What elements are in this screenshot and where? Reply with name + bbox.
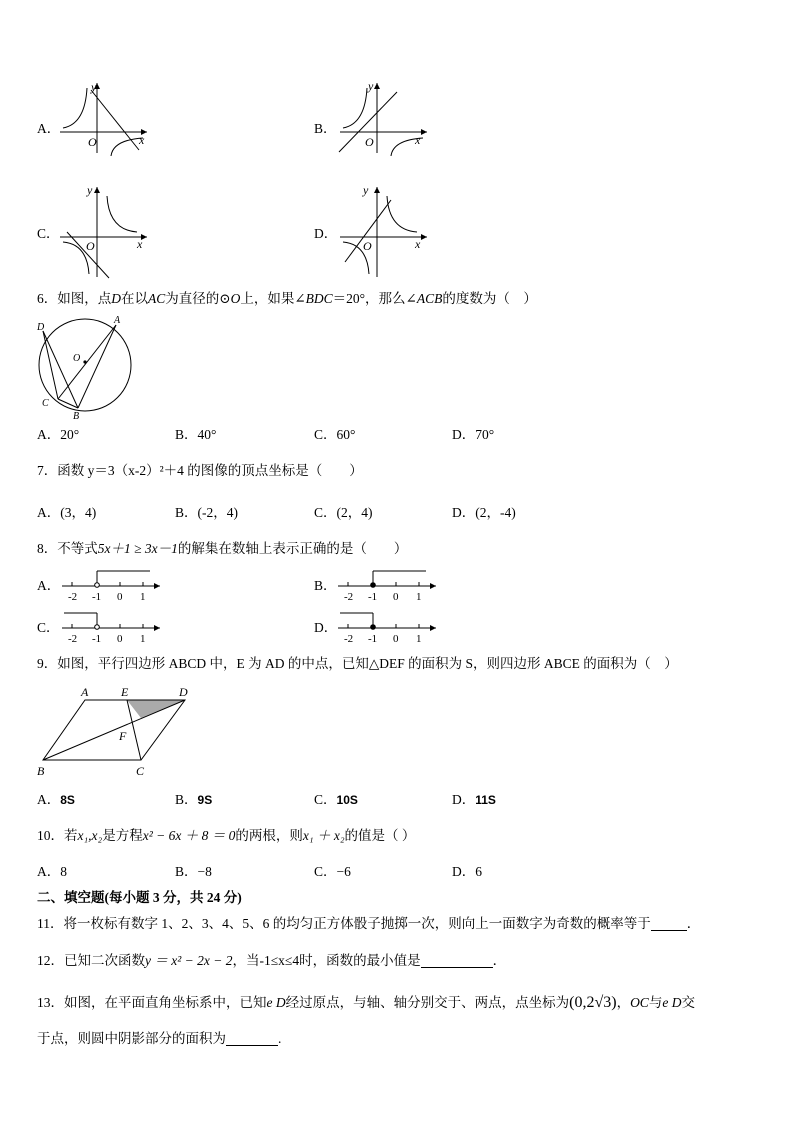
point-c-label: C <box>136 764 145 778</box>
tick-label: -2 <box>68 591 78 603</box>
axis-x-label: x <box>137 237 143 251</box>
option-label: A． <box>37 578 61 593</box>
q6-option-b: B．40° <box>175 427 217 442</box>
option-label: D． <box>314 226 338 241</box>
q12-text: 12．已知二次函数y ＝ x² − 2x − 2，当-1≤x≤4时，函数的最小值是 ． <box>37 953 507 968</box>
origin-label: O <box>88 135 97 149</box>
tick-label: -1 <box>92 633 102 645</box>
point-o-label: O <box>73 353 81 364</box>
option-label: A． <box>37 121 61 136</box>
q10-option-c: C．−6 <box>314 864 351 879</box>
q5-graph-b <box>335 78 435 158</box>
q10-option-b: B．−8 <box>175 864 212 879</box>
q9-option-b: B．9S <box>175 792 213 807</box>
q10-text: 10．若x₁,x₂是方程x² − 6x ＋ 8 ＝ 0的两根，则x₁ ＋ x₂的值是（ ） <box>37 828 416 843</box>
number-line-c <box>60 610 170 650</box>
q7-option-d: D．(2，-4) <box>452 505 516 520</box>
option-label: B． <box>314 121 337 136</box>
answer-blank[interactable] <box>421 955 493 968</box>
number-line-a <box>60 568 170 608</box>
point-d-label: D <box>179 685 188 699</box>
number-line-b <box>336 568 446 608</box>
coordinate: (0,2√3) <box>569 994 617 1011</box>
number-line-d <box>336 610 446 650</box>
origin-label: O <box>86 239 95 253</box>
q9-figure <box>35 682 215 782</box>
point-b-label: B <box>73 411 80 422</box>
q13-line1: 13．如图，在平面直角坐标系中，已知e D经过原点，与轴、轴分别交于、两点，点坐标为(0,2√3)，OC与e D交 <box>37 994 695 1011</box>
option-label: B． <box>314 578 337 593</box>
point-a-label: A <box>81 685 89 699</box>
q5-graph-a <box>55 78 155 158</box>
point-a-label: A <box>114 315 121 326</box>
point-e-label: E <box>121 685 129 699</box>
tick-label: -2 <box>344 591 354 603</box>
point-b-label: B <box>37 764 45 778</box>
tick-label: 0 <box>117 633 123 645</box>
tick-label: -1 <box>368 633 378 645</box>
answer-blank[interactable] <box>651 918 687 931</box>
point-f-label: F <box>119 729 127 743</box>
q5-graph-c <box>55 182 155 282</box>
q9-text: 9．如图，平行四边形 ABCD 中，E 为 AD 的中点，已知△DEF 的面积为 S，则四边形 ABCE 的面积为（ ） <box>37 656 678 671</box>
tick-label: 1 <box>140 633 146 645</box>
q5-graph-d <box>335 182 435 282</box>
q9-option-c: C．10S <box>314 792 358 807</box>
q6-option-c: C．60° <box>314 427 356 442</box>
tick-label: 1 <box>416 633 422 645</box>
option-label: C． <box>37 620 60 635</box>
axis-y-label: y <box>363 183 369 197</box>
q9-option-a: A．8S <box>37 792 75 807</box>
q7-option-a: A．(3，4) <box>37 505 97 520</box>
tick-label: 0 <box>393 633 399 645</box>
point-d-label: D <box>37 322 45 333</box>
answer-blank[interactable] <box>226 1033 278 1046</box>
axis-y-label: y <box>87 183 93 197</box>
axis-y-label: y <box>91 80 97 94</box>
q7-option-c: C．(2，4) <box>314 505 373 520</box>
axis-x-label: x <box>415 237 421 251</box>
q9-option-d: D．11S <box>452 792 496 807</box>
tick-label: -2 <box>344 633 354 645</box>
q7-option-b: B．(-2，4) <box>175 505 238 520</box>
q7-text: 7．函数 y＝3（x-2）²＋4 的图像的顶点坐标是（ ） <box>37 463 363 478</box>
q11-text: 11．将一枚标有数字 1、2、3、4、5、6 的均匀正方体骰子抛掷一次，则向上一面数字为奇数的概率等于 ． <box>37 916 701 931</box>
axis-x-label: x <box>415 133 421 147</box>
tick-label: -2 <box>68 633 78 645</box>
axis-y-label: y <box>368 79 374 93</box>
q6-text: 6．如图，点D在以AC为直径的⊙O上，如果∠BDC＝20°，那么∠ACB的度数为（ ） <box>37 291 537 306</box>
q13-line2: 于点，则圆中阴影部分的面积为 . <box>37 1031 282 1046</box>
q6-figure <box>30 313 140 423</box>
tick-label: 1 <box>140 591 146 603</box>
axis-x-label: x <box>139 133 145 147</box>
q10-option-a: A．8 <box>37 864 67 879</box>
point-c-label: C <box>42 398 49 409</box>
tick-label: 1 <box>416 591 422 603</box>
tick-label: 0 <box>117 591 123 603</box>
q6-option-a: A．20° <box>37 427 80 442</box>
q6-option-d: D．70° <box>452 427 495 442</box>
tick-label: -1 <box>92 591 102 603</box>
option-label: C． <box>37 226 60 241</box>
section-title: 二、填空题(每小题 3 分，共 24 分) <box>37 890 242 905</box>
origin-label: O <box>365 135 374 149</box>
origin-label: O <box>363 239 372 253</box>
option-label: D． <box>314 620 338 635</box>
tick-label: 0 <box>393 591 399 603</box>
tick-label: -1 <box>368 591 378 603</box>
q8-text: 8．不等式5x＋1 ≥ 3x－1的解集在数轴上表示正确的是（ ） <box>37 541 408 556</box>
q10-option-d: D．6 <box>452 864 482 879</box>
